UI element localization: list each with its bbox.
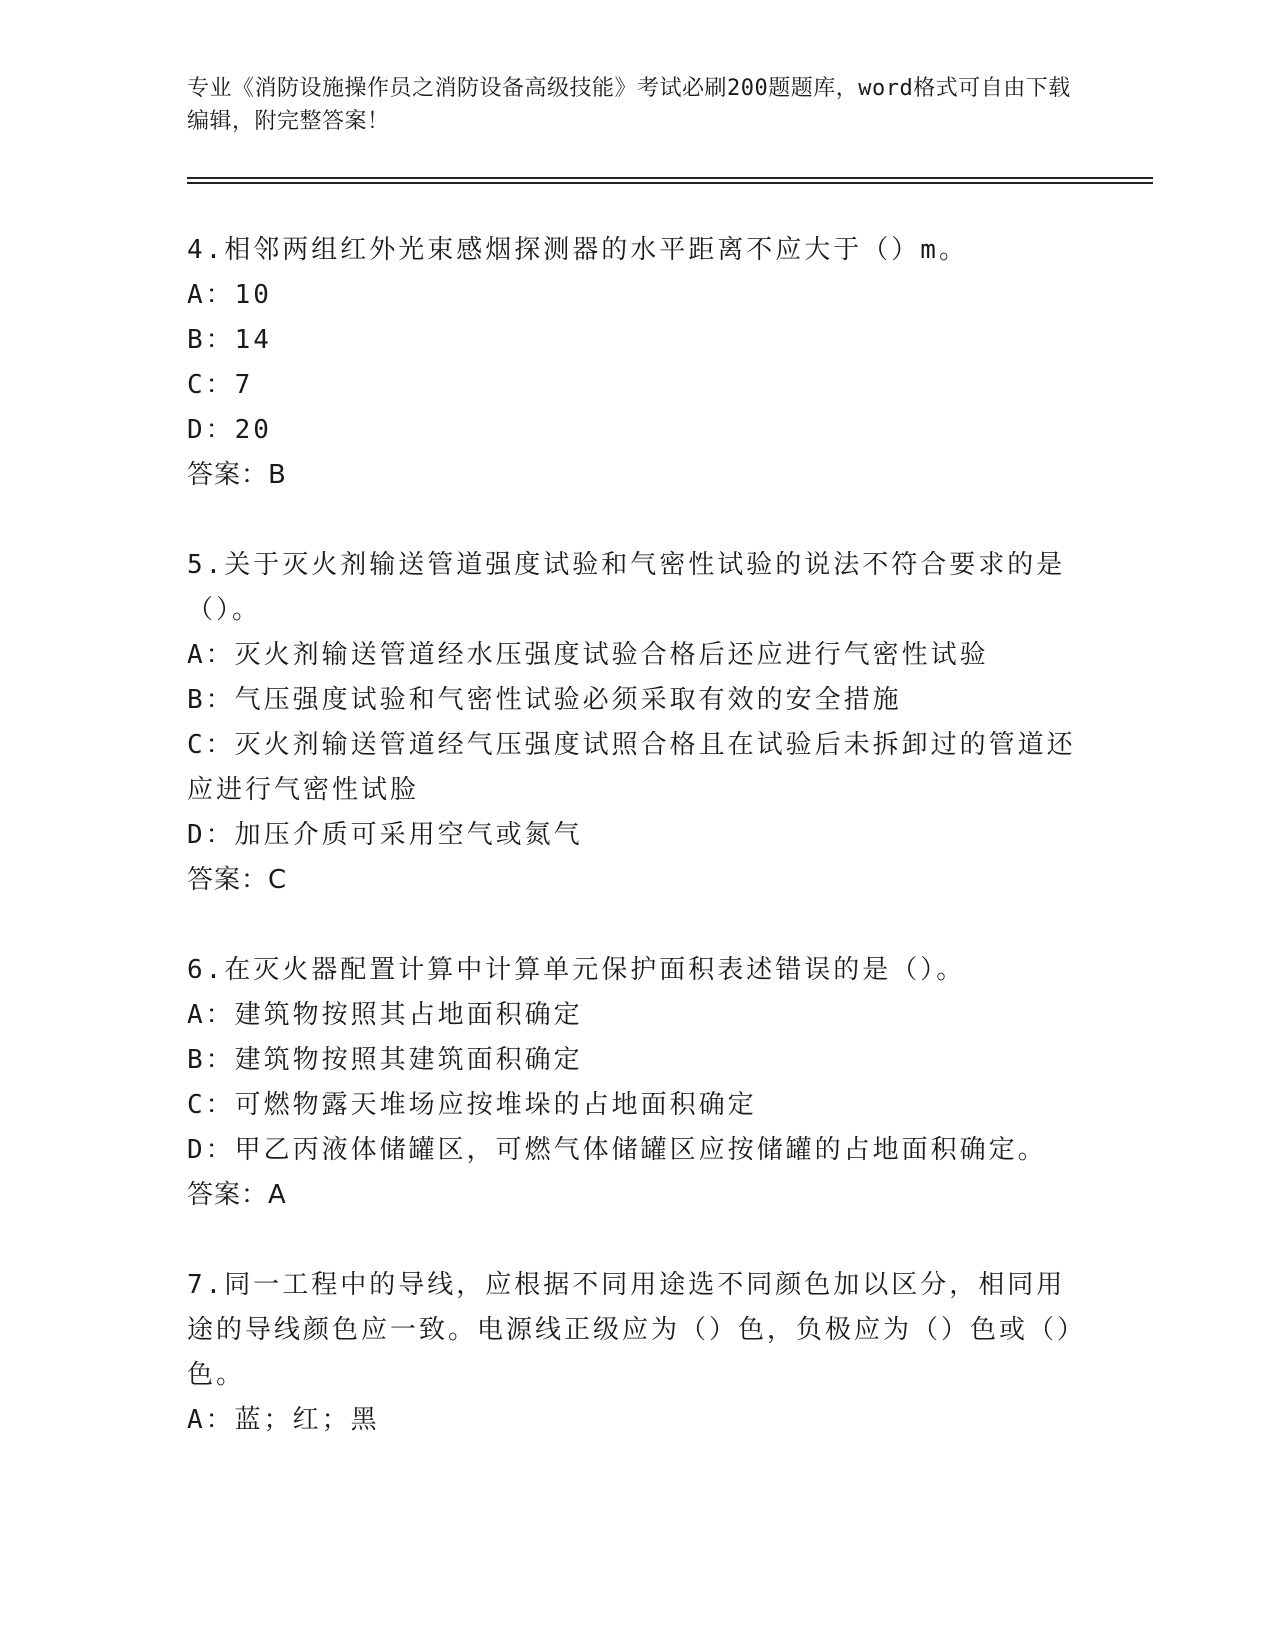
question-7 [187,1263,1087,1443]
question-4 [187,228,1087,498]
answer-line: 答案：C [187,865,288,895]
question-stem: 6.在灭火器配置计算中计算单元保护面积表述错误的是（）。 [187,955,966,985]
option-d: D：20 [187,415,272,445]
header-divider-bottom [187,182,1153,184]
option-b: B：建筑物按照其建筑面积确定 [187,1045,583,1075]
answer-line: 答案：B [187,460,287,490]
option-c: C：灭火剂输送管道经气压强度试照合格且在试验后未拆卸过的管道还应进行气密性试脸 [187,730,1076,805]
question-stem: 4.相邻两组红外光束感烟探测器的水平距离不应大于（）m。 [187,235,968,265]
question-5 [187,543,1087,903]
option-d: D：加压介质可采用空气或氮气 [187,820,583,850]
header-text: 专业《消防设施操作员之消防设备高级技能》考试必刷200题题库，word格式可自由下载编辑，附完整答案！ [187,76,1071,134]
option-a: A：建筑物按照其占地面积确定 [187,1000,583,1030]
header-divider-top [187,177,1153,179]
option-d: D：甲乙丙液体储罐区，可燃气体储罐区应按储罐的占地面积确定。 [187,1135,1047,1165]
question-stem: 5.关于灭火剂输送管道强度试验和气密性试验的说法不符合要求的是（）。 [187,550,1066,625]
option-a: A：10 [187,280,272,310]
question-list [187,228,1087,1488]
question-stem: 7.同一工程中的导线，应根据不同用途选不同颜色加以区分，相同用途的导线颜色应一致。电源线正级应为（）色，负极应为（）色或（）色。 [187,1270,1087,1390]
question-6 [187,948,1087,1218]
option-a: A：灭火剂输送管道经水压强度试验合格后还应进行气密性试验 [187,640,989,670]
option-b: B：气压强度试验和气密性试验必须采取有效的安全措施 [187,685,902,715]
document-header [187,72,1087,138]
option-b: B：14 [187,325,272,355]
option-a: A：蓝；红；黑 [187,1405,380,1435]
answer-line: 答案：A [187,1180,287,1210]
option-c: C：可燃物露天堆场应按堆垛的占地面积确定 [187,1090,757,1120]
option-c: C：7 [187,370,254,400]
